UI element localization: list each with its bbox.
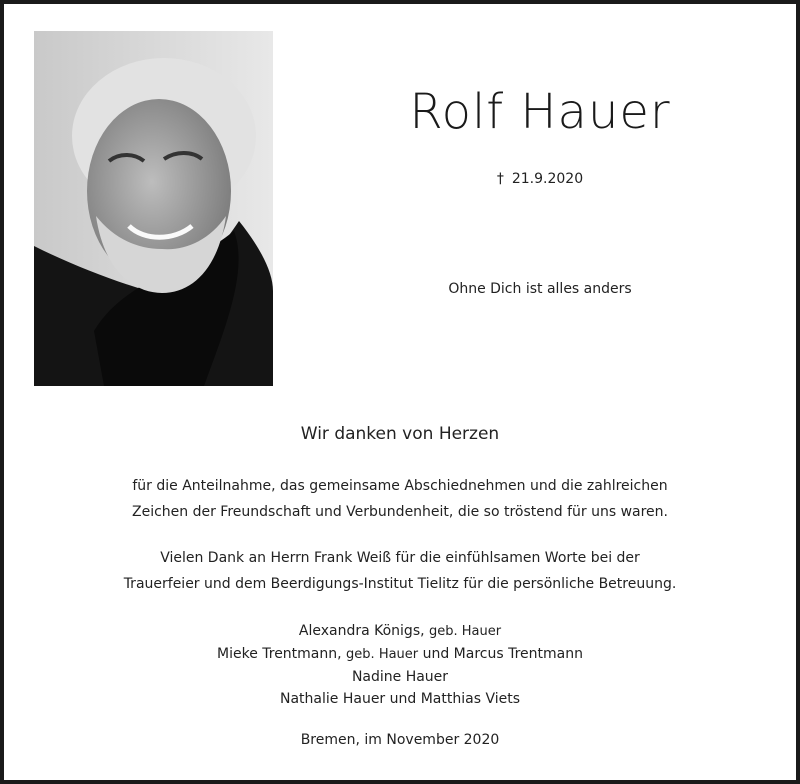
signer <box>40 643 760 666</box>
death-date-line <box>330 171 750 187</box>
text-line: Trauerfeier und dem Beerdigungs-Institut Tielitz für die persönliche Betreuung. <box>123 576 677 592</box>
motto: Ohne Dich ist alles anders <box>448 281 632 297</box>
signer-name: Mieke Trentmann, <box>217 646 342 662</box>
signer <box>40 620 760 643</box>
thanks-paragraph-2 <box>40 545 760 597</box>
signer: Nathalie Hauer und Matthias Viets <box>280 691 520 707</box>
signers-list <box>40 620 760 710</box>
death-date: 21.9.2020 <box>511 171 584 187</box>
text-line: Vielen Dank an Herrn Frank Weiß für die einfühlsamen Worte bei der <box>160 550 640 566</box>
signer-name: Alexandra Königs, <box>298 623 425 639</box>
text-line: für die Anteilnahme, das gemeinsame Abschiednehmen und die zahlreichen <box>132 478 668 494</box>
deceased-name: Rolf Hauer <box>409 84 671 140</box>
cross-icon: † <box>496 171 504 187</box>
place-date: Bremen, im November 2020 <box>300 732 500 748</box>
signer: Nadine Hauer <box>351 669 449 685</box>
signer-born: geb. Hauer <box>346 647 419 662</box>
thanks-heading: Wir danken von Herzen <box>300 424 500 444</box>
text-line: Zeichen der Freundschaft und Verbundenheit, die so tröstend für uns waren. <box>132 504 668 520</box>
signer-partner: und Marcus Trentmann <box>422 646 583 662</box>
portrait-photo <box>34 31 273 386</box>
signer-born: geb. Hauer <box>429 624 502 639</box>
thanks-paragraph-1 <box>40 473 760 525</box>
